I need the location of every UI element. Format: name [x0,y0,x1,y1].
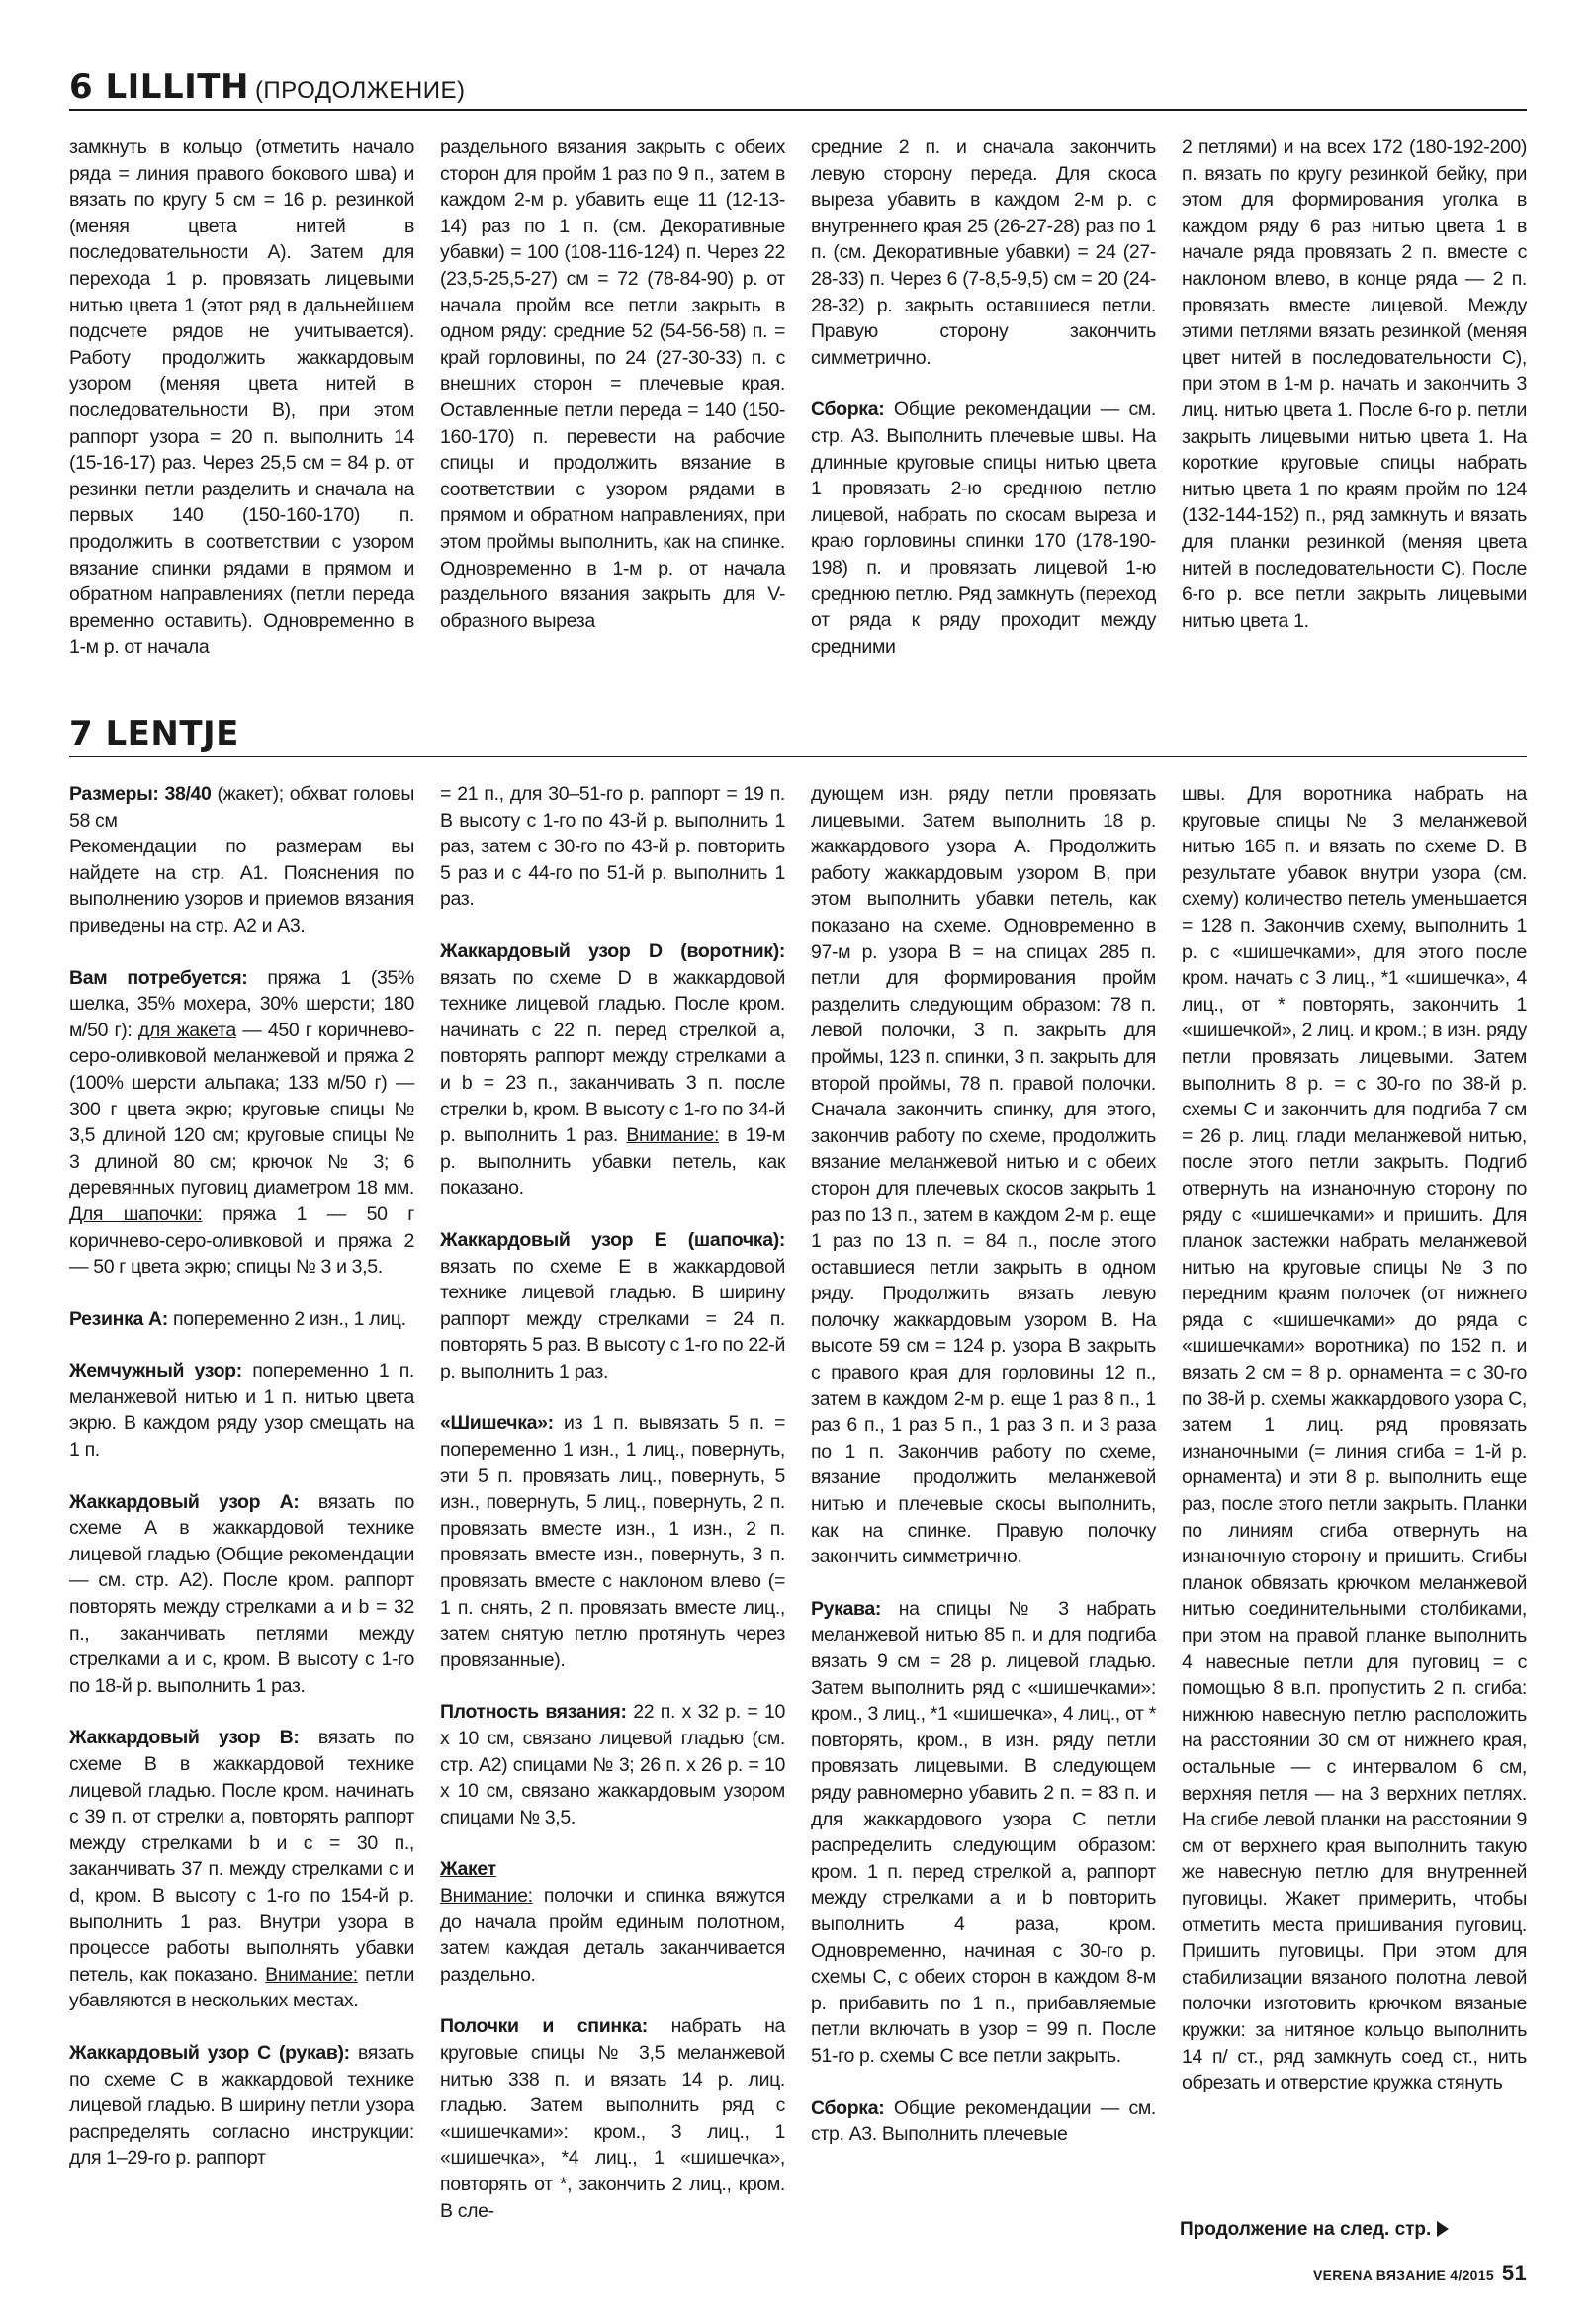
paragraph [811,397,1156,660]
section-rule [69,109,1527,111]
paragraph-text: швы. Для воротника набрать на круговые спицы № 3 меланжевой нитью 165 п. и вязать по схеме D. В результате убавок внутри узора (см. схему) количество петель уменьшается = 128 п. Закончив схему, выполнить 1 р. с «шишечками», для этого после кром. начать с 3 лиц., *1 «шишечка», 4 лиц., от * повторять, закончить 1 «шишечкой», 2 лиц. и кром.; в изн. ряду петли провязать лицевыми. Затем выполнить 8 р. = с 30-го по 38-й р. схемы C и закончить для подгиба 7 см = 26 р. лиц. глади меланжевой нитью, после этого петли закрыть. Подгиб отвернуть на изнаночную сторону по ряду с «шишечками» и пришить. Для планок застежки набрать меланжевой нитью на круговые спицы № 3 по передним краям полочек (от нижнего ряда с «шишечками» до ряда с «шишечками» воротника) по 152 п. и вязать 2 см = 8 р. орнамента = с 30-го по 38-й р. схемы жаккардового узора C, затем 1 лиц. ряд провязать изнаночными (= линия сгиба = 1-й р. орнамента) и эти 8 р. выполнить еще раз, после этого петли закрыть. Планки по линиям сгиба отвернуть на изнаночную сторону и пришить. Сгибы планок обвязать крючком меланжевой нитью соединительными столбиками, при этом на правой планке выполнить 4 навесные петли для пуговиц = с помощью 8 в.п. пропустить 2 п. сгиба: нижнюю навесную петлю расположить на расстоянии 30 см от нижнего края, остальные — с интервалом 6 см, верхняя петля — на 3 верхних петлях. На сгибе левой планки на расстоянии 9 см от верхнего края выполнить такую же навесную петлю для внутренней пуговицы. Жакет примерить, чтобы отметить места пришивания пуговиц. Пришить пуговицы. При этом для стабилизации вязаного полотна левой полочки изготовить крючком вязаные кружки: за нитяное кольцо выполнить 14 п/ ст., ряд замкнуть соед ст., нить обрезать и отверстие кружка стянуть [1182,783,1527,2094]
paragraph [69,1725,414,2014]
paragraph [811,1596,1156,2070]
paragraph [440,1856,785,1988]
text-columns-lillith [69,134,1527,661]
section-rule [69,756,1527,757]
text-column-2 [440,134,785,661]
paragraph-text: 2 петлями) и на всех 172 (180-192-200) п. вязать по кругу резинкой бейку, при этом для формирования уголка в каждом ряду 6 раз нитью цвета 1 в начале ряда провязать 2 п. вместе с наклоном влево, в конце ряда — 2 п. провязать вместе лицевой. Между этими петлями вязать резинкой (меняя цвет нитей в последовательности C), при этом в 1-м р. начать и закончить 3 лиц. нитью цвета 1. После 6-го р. петли закрыть лицевыми нитью цвета 1. На короткие круговые спицы набрать нитью цвета 1 по краям пройм по 124 (132-144-152) п., ряд замкнуть и вязать для планки резинкой (меняя цвета нитей в последовательности C). После 6-го р. все петли закрыть лицевыми нитью цвета 1. [1182,136,1527,632]
paragraph [440,938,785,1201]
subheading: Жакет [440,1858,496,1881]
paragraph-text: набрать на круговые спицы № 3,5 меланжевой нитью 338 п. и вязать 14 р. лиц. гладью. Затем выполнить ряд с «шишечками»: кром., 3 лиц., 1 «шишечка», *4 лиц., 1 «шишечка», повторять от *, закончить 2 лиц., кром. В сле- [440,2015,785,2222]
paragraph-text: раздельного вязания закрыть с обеих сторон для пройм 1 раз по 9 п., затем в каждом 2-м р. убавить еще 11 (12-13-14) раз по 1 п. (см. Декоративные убавки) = 100 (108-116-124) п. Через 22 (23,5-25,5-27) см = 72 (78-84-90) р. от начала пройм все петли закрыть в одном ряду: средние 52 (54-56-58) п. = край горловины, по 24 (27-30-33) п. с внешних сторон = плечевые края. Оставленные петли переда = 140 (150-160-170) п. перевести на рабочие спицы и продолжить вязание в соответствии с узором рядами в прямом и обратном направлениях, при этом проймы выполнить, как на спинке. Одновременно в 1-м р. от начала раздельного вязания закрыть для V-образного выреза [440,136,785,632]
paragraph-label: Рукава: [811,1597,882,1620]
section-subtitle: (ПРОДОЛЖЕНИЕ) [254,77,466,104]
paragraph-label: Жаккардовый узор D (воротник): [440,939,785,962]
paragraph [811,781,1156,1570]
paragraph [1182,134,1527,634]
underlined-note: Внимание: [440,1884,533,1907]
paragraph-text: — 450 г коричнево-серо-оливковой меланжевой и пряжа 2 (100% шерсти альпака; 133 м/50 г) — 300 г цвета экрю; круговые спицы № 3,5 длиной 120 см; круговые спицы № 3 длиной 80 см; крючок № 3; 6 деревянных пуговиц диаметром 18 мм. [69,1019,414,1200]
paragraph [440,2013,785,2224]
page-footer [1313,2261,1527,2286]
text-column-2 [440,781,785,2224]
paragraph-text: петли убавляются в нескольких местах. [69,1963,414,2012]
paragraph-label: Жаккардовый узор E (шапочка): [440,1228,785,1251]
paragraph-text: полочки и спинка вяжутся до начала пройм единым полотном, затем каждая деталь заканчивается раздельно. [440,1884,785,1986]
paragraph-text: вязать по схеме B в жаккардовой технике лицевой гладью. После кром. начинать с 39 п. от стрелки a, повторять раппорт между стрелками b и c = 30 п., заканчивать 37 п. между стрелками c и d, кром. В высоту с 1-го по 154-й р. выполнить 1 раз. Внутри узора в процессе работы выполнять убавки петель, как показано. [69,1727,414,1986]
paragraph [440,134,785,634]
text-column-3 [811,134,1156,661]
paragraph [440,1227,785,1385]
paragraph-label: Сборка: [811,2096,885,2119]
paragraph-text: попеременно 2 изн., 1 лиц. [167,1307,406,1330]
paragraph-label: Жемчужный узор: [69,1360,242,1382]
paragraph-text: Общие рекомендации — см. стр. A3. Выполнить плечевые швы. На длинные круговые спицы нитью цвета 1 провязать 2-ю среднюю петлю лицевой, набрать по скосам выреза и краю горловины спинки 170 (178-190-198) п. и провязать лицевой 1-ю среднюю петлю. Ряд замкнуть (переход от ряда к ряду проходит между средними [811,399,1156,658]
underlined-note: для жакета [137,1019,236,1041]
paragraph-text: в 19-м р. выполнить убавки петель, как показано. [440,1124,786,1200]
text-column-3 [811,781,1156,2224]
paragraph-text: вязать по схеме C в жаккардовой технике лицевой гладью. В ширину петли узора распределять согласно инструкции: для 1–29-го р. раппорт [69,2041,414,2170]
paragraph-label: Размеры: 38/40 [69,783,212,805]
text-column-1 [69,781,414,2224]
paragraph-text: средние 2 п. и сначала закончить левую сторону переда. Для скоса выреза убавить в каждом 2-м р. с внутреннего края 25 (26-27-28) раз по 1 п. (см. Декоративные убавки) = 24 (27-28-33) п. Через 6 (7-8,5-9,5) см = 20 (24-28-32) р. закрыть оставшиеся петли. Правую сторону закончить симметрично. [811,136,1156,369]
paragraph-label: «Шишечка»: [440,1412,554,1435]
paragraph [440,781,785,913]
paragraph [69,965,414,1281]
paragraph-text: попеременно 1 п. меланжевой нитью и 1 п. нитью цвета экрю. В каждом ряду узор смещать на 1 п. [69,1360,414,1462]
underlined-note: Внимание: [626,1124,720,1147]
section-title: 7 LENTJE [69,714,239,754]
section-header-lentje [69,714,1527,754]
paragraph-text: дующем изн. ряду петли провязать лицевыми. Затем выполнить 18 р. жаккардового узора A. Продолжить работу жаккардовым узором B, при этом выполнить убавки петель, как показано на схеме. Одновременно в 97-м р. узора B = на спицах 285 п. петли для формирования пройм разделить следующим образом: 78 п. левой полочки, 3 п. закрыть для проймы, 123 п. спинки, 3 п. закрыть для второй проймы, 78 п. правой полочки. Сначала закончить спинку, для этого, закончив работу по схеме, продолжить вязание меланжевой нитью и с обеих сторон для плечевых скосов закрыть 1 раз по 13 п., затем в каждом 2-м р. еще 1 раз по 13 п. = 84 п., после этого оставшиеся петли закрыть в одном ряду. Продолжить вязать левую полочку жаккардовым узором B. На высоте 59 см = 124 р. узора B закрыть с правого края для горловины 12 п., затем в каждом 2-м р. еще 1 раз 8 п., 1 раз 6 п., 1 раз 5 п., 1 раз 3 п. и 3 раза по 1 п. Закончив работу по схеме, вязание продолжить меланжевой нитью и плечевые скосы выполнить, как на спинке. Правую полочку закончить симметрично. [811,783,1156,1568]
paragraph-text: вязать по схеме A в жаккардовой технике лицевой гладью (Общие рекомендации — см. стр. A2). После кром. раппорт повторять между стрелками a и b = 32 п., заканчивать петлями между стрелками a и c, кром. В высоту с 1-го по 18-й р. выполнить 1 раз. [69,1490,414,1697]
section-header-lillith [69,67,1527,107]
magazine-issue: VERENA ВЯЗАНИЕ 4/2015 [1312,2268,1494,2283]
text-column-4 [1182,781,1527,2224]
paragraph-label: Жаккардовый узор C (рукав): [69,2041,350,2064]
page-number: 51 [1501,2261,1527,2285]
paragraph [811,134,1156,371]
paragraph [69,1358,414,1463]
paragraph-label: Плотность вязания: [440,1701,627,1724]
paragraph [69,781,414,939]
paragraph [1182,781,1527,2096]
paragraph-text: на спицы № 3 набрать меланжевой нитью 85 п. и для подгиба вязать 9 см = 28 р. лицевой гладью. Затем выполнить ряд с «шишечками»: кром., 3 лиц., *1 «шишечка», 4 лиц., от * повторять, кром., в изн. ряду петли провязать лицевыми. В следующем ряду равномерно убавить 2 п. = 83 п. и для жаккардового узора C петли распределить следующим образом: кром. 1 п. перед стрелкой a, раппорт между стрелками a и b повторить выполнить 4 раза, кром. Одновременно, начиная с 30-го р. схемы C, с обеих сторон в каждом 8-м р. прибавить по 1 п., прибавляемые петли включать в узор = 99 п. После 51-го р. схемы C все петли закрыть. [811,1597,1156,2067]
text-column-1 [69,134,414,661]
paragraph [69,1306,414,1333]
paragraph-text: 22 п. х 32 р. = 10 х 10 см, связано лицевой гладью (см. стр. A2) спицами № 3; 26 п. х 26 р. = 10 х 10 см, связано жаккардовым узором спицами № 3,5. [440,1701,785,1828]
paragraph-text: вязать по схеме D в жаккардовой технике лицевой гладью. После кром. начинать с 22 п. перед стрелкой a, повторять раппорт между стрелками a и b = 23 п., заканчивать 3 п. после стрелки b, кром. В высоту с 1-го по 34-й р. выполнить 1 раз. [440,966,785,1147]
paragraph-label: Сборка: [811,399,885,421]
paragraph-text: (жакет); обхват головы 58 см Рекомендации по размерам вы найдете на стр. A1. Пояснения по выполнению узоров и приемов вязания приведены на стр. A2 и A3. [69,783,415,936]
paragraph-text: замкнуть в кольцо (отметить начало ряда = линия правого бокового шва) и вязать по кругу 5 см = 16 р. резинкой (меняя цвета нитей в последовательности A). Затем для перехода 1 р. провязать лицевыми нитью цвета 1 (этот ряд в дальнейшем подсчете рядов не учитывается). Работу продолжить жаккардовым узором (меняя цвета нитей в последовательности B), при этом раппорт узора = 20 п. выполнить 14 (15-16-17) раз. Через 25,5 см = 84 р. от резинки петли разделить и сначала на первых 140 (150-160-170) п. продолжить в соответствии с узором вязание спинки рядами в прямом и обратном направлениях (петли переда временно оставить). Одновременно в 1-м р. от начала [69,136,414,659]
section-title: 6 LILLITH [69,67,249,107]
continue-note [1180,2219,1449,2241]
paragraph [69,134,414,661]
text-columns-lentje [69,781,1527,2224]
underlined-note: Для шапочки: [69,1202,203,1225]
continue-note-text: Продолжение на след. стр. [1180,2219,1432,2240]
paragraph-label: Резинка A: [69,1307,168,1330]
paragraph-label: Вам потребуется: [69,966,248,989]
paragraph-label: Жаккардовый узор A: [69,1490,300,1513]
paragraph-text: пряжа 1 — 50 г коричнево-серо-оливковой и пряжа 2 — 50 г цвета экрю; спицы № 3 и 3,5. [69,1202,414,1279]
paragraph [69,2040,414,2172]
paragraph-text: = 21 п., для 30–51-го р. раппорт = 19 п. В высоту с 1-го по 43-й р. выполнить 1 раз, затем с 30-го по 43-й р. повторить 5 раз и с 44-го по 51-й р. выполнить 1 раз. [440,783,785,911]
text-column-4 [1182,134,1527,661]
paragraph [440,1699,785,1830]
paragraph [811,2095,1156,2148]
paragraph-label: Жаккардовый узор B: [69,1727,300,1749]
paragraph-text: Общие рекомендации — см. стр. A3. Выполнить плечевые [811,2096,1156,2146]
paragraph [440,1410,785,1673]
paragraph-text: вязать по схеме E в жаккардовой технике лицевой гладью. В ширину раппорт между стрелками = 24 п. повторять 5 раз. В высоту с 1-го по 22-й р. выполнить 1 раз. [440,1255,785,1382]
arrow-right-icon [1437,2221,1449,2237]
paragraph [69,1489,414,1700]
underlined-note: Внимание: [265,1963,358,1986]
paragraph-label: Полочки и спинка: [440,2015,648,2038]
paragraph-text: из 1 п. вывязать 5 п. = попеременно 1 изн., 1 лиц., повернуть, эти 5 п. провязать лиц., повернуть, 5 изн., повернуть, 5 лиц., повернуть, 2 п. провязать вместе изн., 1 изн., 2 п. провязать вместе изн., повернуть, 3 п. провязать вместе с наклоном влево (= 1 п. снять, 2 п. провязать вместе лиц., затем снятую петлю протянуть через провязанные). [440,1412,785,1671]
paragraph-text: пряжа 1 (35% шелка, 35% мохера, 30% шерсти; 180 м/50 г): [69,966,414,1041]
